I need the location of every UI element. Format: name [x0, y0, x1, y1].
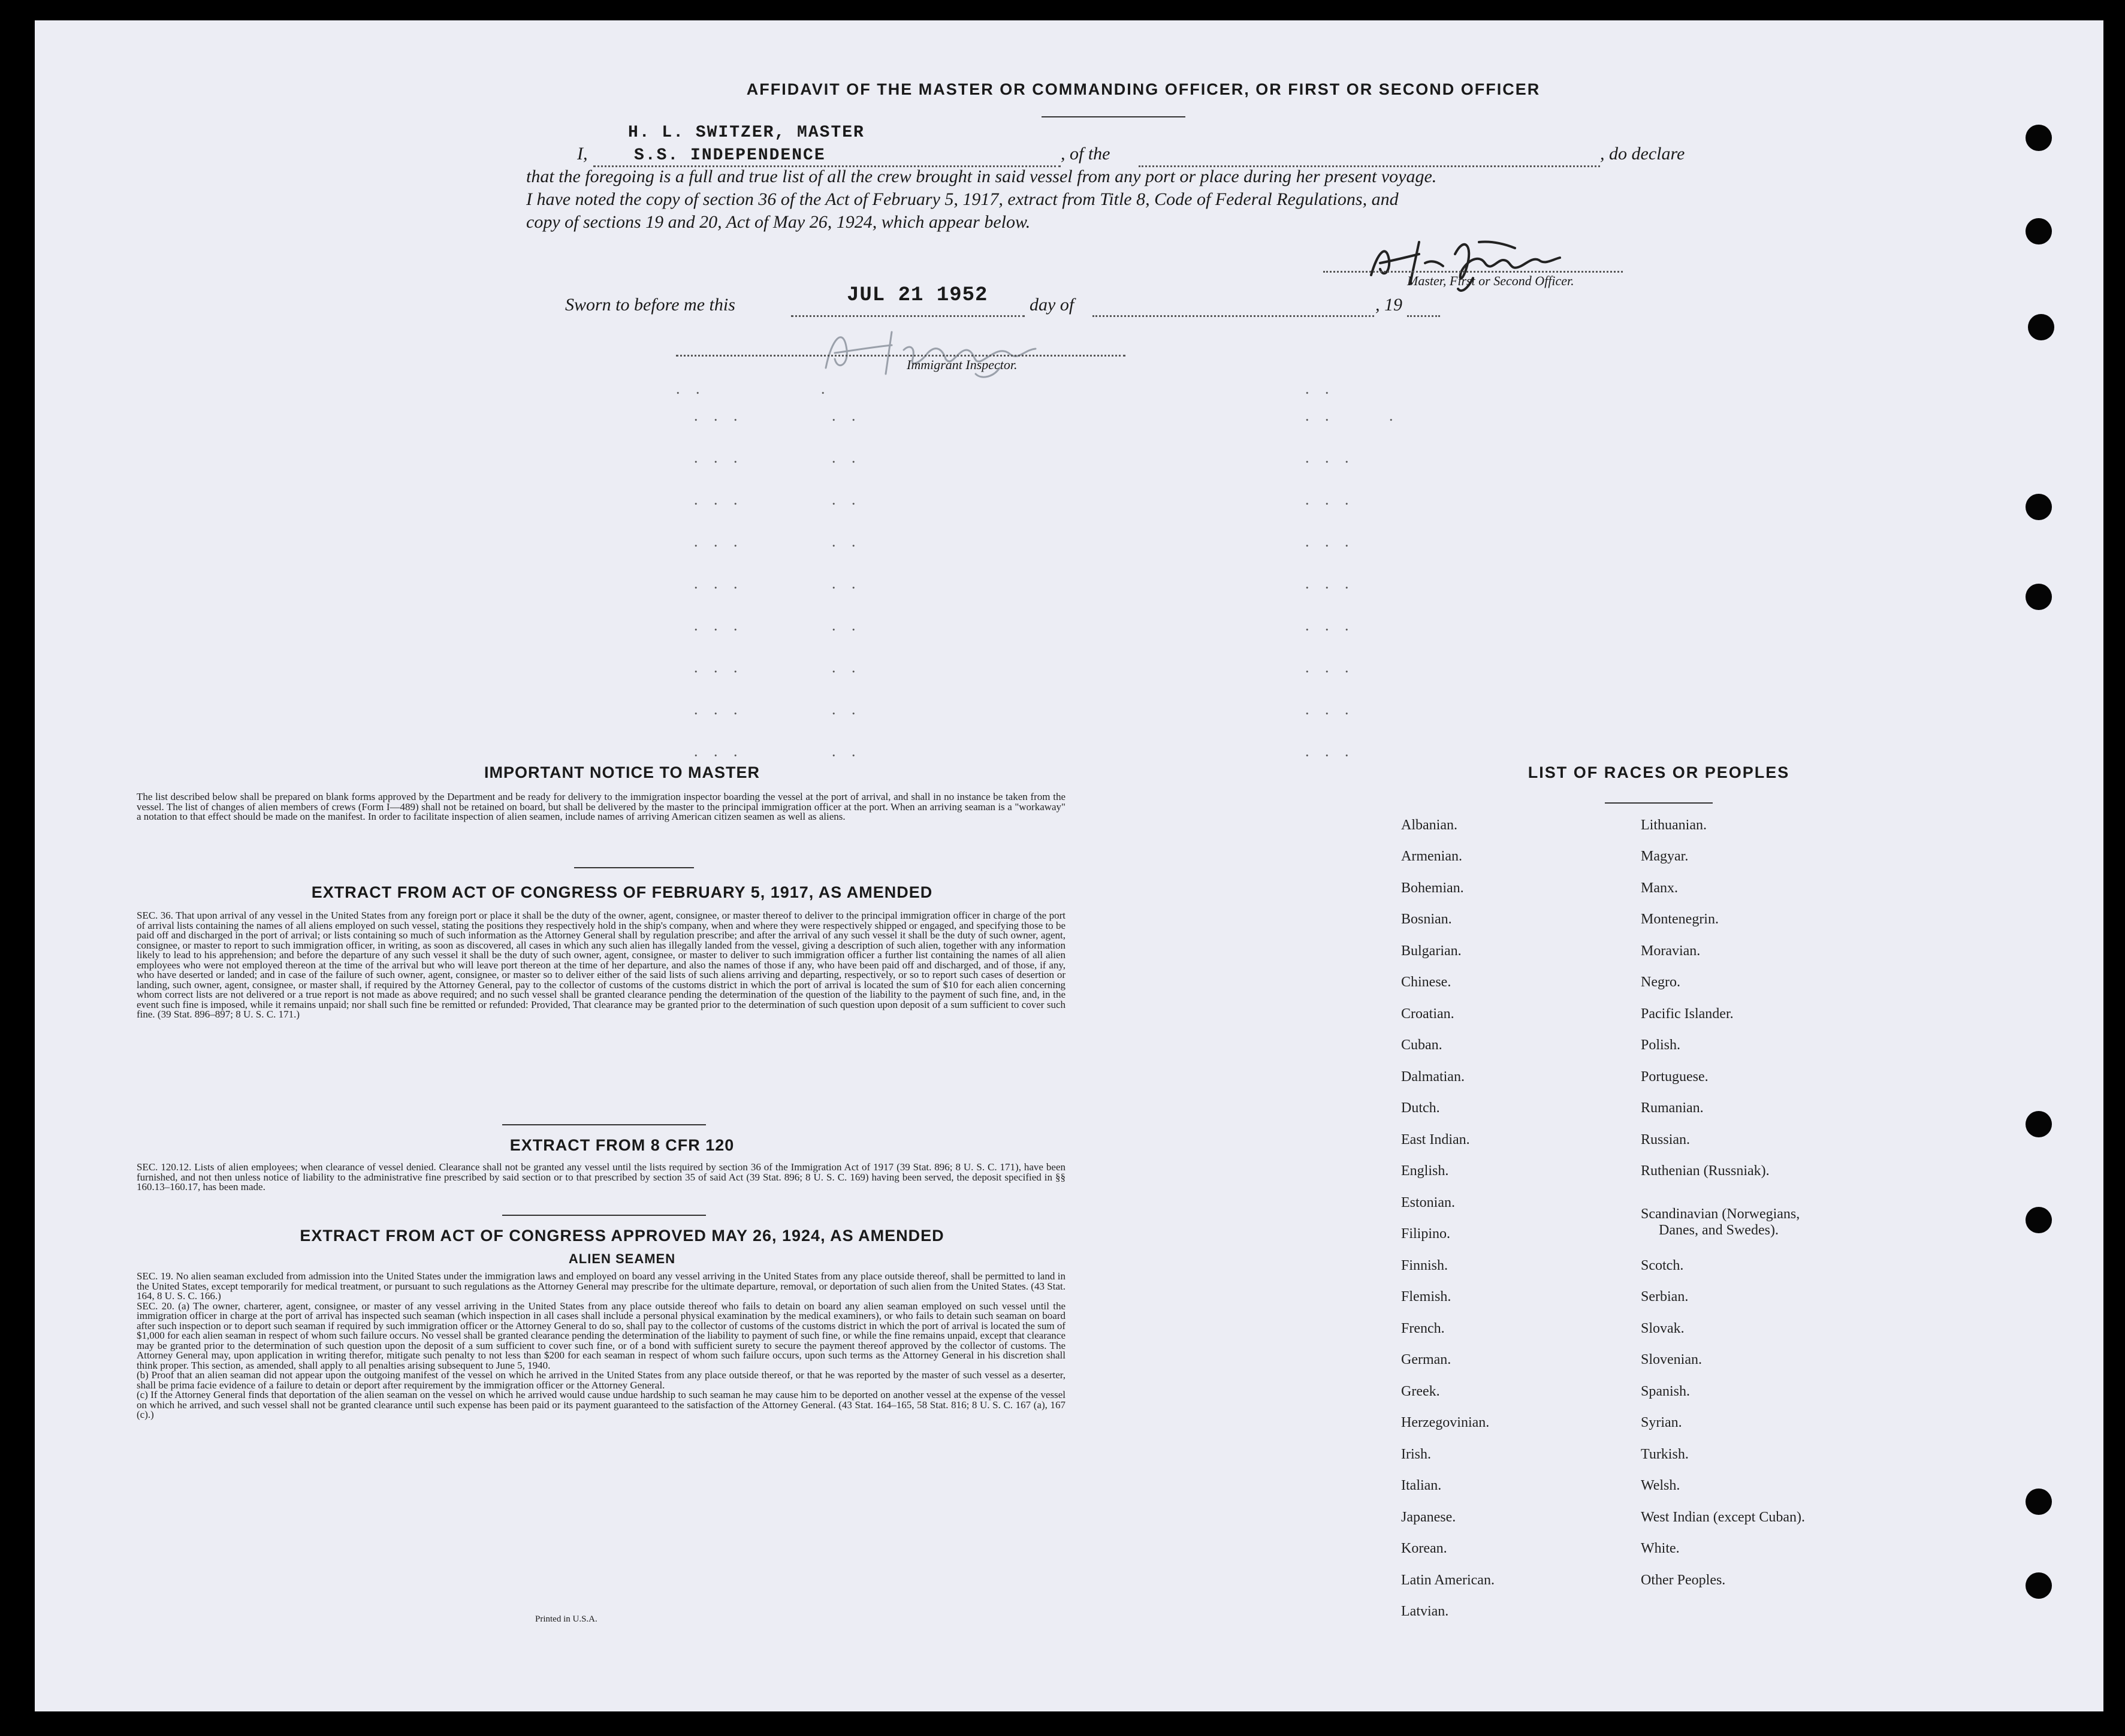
affidavit-line2: that the foregoing is a full and true list of all the crew brought in said vessel from any port or place during her present voyage.	[526, 167, 1437, 186]
binder-hole	[2026, 584, 2052, 610]
rule-marker: . .	[1305, 407, 1335, 424]
race-item: Russian.	[1641, 1132, 1691, 1148]
rule-marker: . .	[1305, 380, 1335, 397]
rule-marker: . . .	[1305, 659, 1355, 676]
sec-20b-text: (b) Proof that an alien seaman did not appear upon the outgoing manifest of the vessel on which he arrived in the United States from any place outside thereof, or that he was reported by the master of such vessel as a deserter, shall be prima facie evidence of a failure to detain or deport after requirement by the immigration officer or the Attorney General.	[137, 1369, 1065, 1391]
binder-hole	[2026, 1489, 2052, 1515]
extract-cfr-text: SEC. 120.12. Lists of alien employees; when clearance of vessel denied. Clearance shall not be granted any vessel until the lists required by section 36 of the Immigration Act of 1917 (39 Stat. 896; 8 U. S. C. 171), have been furnished, and not then unless notice of liability to the administrative fine prescribed by said section or to that prescribed by section 35 of said Act (39 Stat. 896; 8 U. S. C. 169) having been served, the deposit specified in §§ 160.13–160.17, has been made.	[137, 1161, 1065, 1192]
race-item: Welsh.	[1641, 1478, 1680, 1493]
race-item: English.	[1401, 1163, 1449, 1179]
race-item: Bulgarian.	[1401, 943, 1462, 959]
alien-seamen-heading: ALIEN SEAMEN	[568, 1251, 676, 1266]
rule-marker: . . .	[1305, 533, 1355, 550]
officer-dotted-line	[1323, 271, 1623, 273]
race-item: French.	[1401, 1321, 1445, 1336]
race-item: Spanish.	[1641, 1384, 1691, 1399]
rule-marker: . . .	[1305, 701, 1355, 718]
extract-1917-title: EXTRACT FROM ACT OF CONGRESS OF FEBRUARY 5, 1917, AS AMENDED	[311, 883, 933, 901]
rule-marker: . . .	[694, 701, 744, 718]
rule-marker: . .	[832, 449, 862, 466]
race-item: Portuguese.	[1641, 1069, 1709, 1085]
race-item: West Indian (except Cuban).	[1641, 1509, 1805, 1525]
rule-marker: . .	[832, 491, 862, 508]
typed-name: H. L. SWITZER, MASTER	[628, 123, 865, 142]
rule-marker: . .	[832, 575, 862, 592]
rule-marker: . .	[832, 701, 862, 718]
rule-marker: . .	[676, 380, 706, 397]
rule-marker: . . .	[694, 449, 744, 466]
inspector-dotted-line	[676, 355, 1125, 357]
binder-hole	[2026, 1572, 2052, 1599]
rule-marker: .	[1389, 407, 1399, 424]
master-signature	[1353, 218, 1605, 302]
rule-marker: . . .	[1305, 742, 1355, 760]
race-item: Serbian.	[1641, 1289, 1689, 1305]
rule-marker: . .	[832, 742, 862, 760]
race-item: Montenegrin.	[1641, 911, 1719, 927]
sec-19-text: SEC. 19. No alien seaman excluded from admission into the United States under the immigration laws and employed on board any vessel arriving in the United States from any place outside thereof, shall be permitted to land in the United States, except temporarily for medical treatment, or pursuant to such regulations as the Attorney General may prescribe for the ultimate departure, removal, or deportation of such alien from the United States. (43 Stat. 164, 8 U. S. C. 166.)	[137, 1270, 1065, 1302]
rule-marker: . . .	[1305, 491, 1355, 508]
race-item: Albanian.	[1401, 817, 1457, 833]
title-divider	[1042, 116, 1185, 117]
race-item: Armenian.	[1401, 849, 1462, 864]
binder-hole	[2026, 218, 2052, 244]
race-item: Manx.	[1641, 880, 1678, 896]
affidavit-line1-mid: , of the	[1061, 144, 1110, 164]
race-item: Scandinavian (Norwegians,	[1641, 1206, 1800, 1222]
affidavit-line4: copy of sections 19 and 20, Act of May 26, 1924, which appear below.	[526, 212, 1031, 232]
sworn-year-label: , 19	[1375, 295, 1402, 315]
extract-1917-text: SEC. 36. That upon arrival of any vessel in the United States from any foreign port or place it shall be the duty of the owner, agent, consignee, or master thereof to deliver to the principal immigration officer in charge of the port of arrival lists containing the names of all aliens employed on such vessel, stating the positions they respectively hold in the ship's company, when and where they were respectively shipped or engaged, and specifying those to be paid off and discharged in the port of arrival; or lists containing so much of such information as the Attorney General shall by regulation prescribe; and after the arrival of any such vessel it shall be the duty of such owner, agent, consignee, or master to report to such immigration officer, in writing, as soon as discovered, all cases in which any such alien has illegally landed from the vessel, giving a description of such alien, together with any information likely to lead to his apprehension; and before the departure of any such vessel it shall be the duty of such owner, agent, consignee, or master to deliver to such immigration officer a further list containing the names of all alien employees who were not employed thereon at the time of the arrival but who will leave port thereon at the time of her departure, and also the names of those if any, who have been paid off and discharged, and of those, if any, who have deserted or landed; and in case of the failure of such owner, agent, consignee, or master so to deliver either of the said lists of such aliens arriving and departing, respectively, or so to report such cases of desertion or landing, such owner, agent, consignee, or master shall, if required by the Attorney General, pay to the collector of customs of the customs district in which the port of arrival is located the sum of $10 for each alien concerning whom correct lists are not delivered or a true report is not made as above required; and no such vessel shall be granted clearance pending the determination of the question of the liability to the payment of such fine, and, in the event such fine is imposed, while it remains unpaid; nor shall such fine be remitted or refunded: Provided, That clearance may be granted prior to the determination of such question upon deposit of a sum sufficient to cover such fine. (39 Stat. 896–897; 8 U. S. C. 171.)	[137, 910, 1065, 1020]
race-item: Rumanian.	[1641, 1100, 1704, 1116]
race-item: Japanese.	[1401, 1509, 1456, 1525]
rule-marker: . . .	[694, 659, 744, 676]
notice-title: IMPORTANT NOTICE TO MASTER	[484, 763, 760, 781]
rule-marker: . . .	[1305, 617, 1355, 634]
binder-hole	[2026, 1111, 2052, 1137]
race-item: Ruthenian (Russniak).	[1641, 1163, 1770, 1179]
race-item: Latvian.	[1401, 1604, 1449, 1619]
rule-marker: . . .	[694, 617, 744, 634]
race-item: Chinese.	[1401, 974, 1451, 990]
rule-marker: . . .	[694, 742, 744, 760]
rule-marker: . . .	[1305, 449, 1355, 466]
race-item: Other Peoples.	[1641, 1572, 1726, 1588]
rule-marker: . .	[832, 407, 862, 424]
races-divider	[1605, 802, 1713, 804]
rule-marker: .	[821, 380, 831, 397]
race-item: Italian.	[1401, 1478, 1442, 1493]
race-item: Turkish.	[1641, 1447, 1689, 1462]
binder-hole	[2026, 494, 2052, 520]
binder-hole	[2026, 1207, 2052, 1233]
notice-text: The list described below shall be prepared on blank forms approved by the Department and be ready for delivery to the immigration inspector boarding the vessel at the port of arrival, and shall in no instance be taken from the vessel. The list of changes of alien members of crews (Form I—489) shall not be retained on board, but shall be delivered by the master to the principal immigration officer at the port. When an arriving seaman is a "workaway" a notation to that effect should be made on the manifest. In order to facilitate inspection of alien seamen, include names of arriving American citizen seamen as well as aliens.	[137, 791, 1065, 822]
race-item: Moravian.	[1641, 943, 1701, 959]
race-item: Korean.	[1401, 1541, 1447, 1556]
race-item: Magyar.	[1641, 849, 1689, 864]
sec-20a-text: SEC. 20. (a) The owner, charterer, agent, consignee, or master of any vessel arriving in the United States from any place outside thereof who fails to detain on board any alien seaman employed on such vessel until the immigration officer in charge at the port of arrival has inspected such seaman (which inspection in all cases shall include a personal physical examination by the medical examiners), or who fails to detain such seaman on board after such inspection or to deport such seaman if required by such immigration officer or the Attorney General to do so, shall pay to the collector of customs of the customs district in which the port of arrival is located the sum of $1,000 for each alien seaman in respect of whom such failure occurs. No vessel shall be granted clearance pending the determination of the liability to payment of such fine, or while the fine remains unpaid, except that clearance may be granted prior to the determination of such question upon the deposit of a sum sufficient to cover such fine, or of a bond with sufficient surety to secure the payment thereof approved by the collector of customs. The Attorney General may, upon application in writing therefor, mitigate such penalty to not less than $200 for each seaman in respect of whom such failure occurs, upon such terms as the Attorney General in his discretion shall think proper. This section, as amended, shall apply to all penalties arising subsequent to June 5, 1940.	[137, 1300, 1065, 1371]
rule-marker: . . .	[694, 533, 744, 550]
race-item: Finnish.	[1401, 1258, 1448, 1273]
race-item: White.	[1641, 1541, 1680, 1556]
race-item: Filipino.	[1401, 1226, 1451, 1242]
extract-1924-title: EXTRACT FROM ACT OF CONGRESS APPROVED MAY 26, 1924, AS AMENDED	[300, 1227, 944, 1245]
rule-marker: . . .	[1305, 575, 1355, 592]
manifest-page	[35, 20, 2103, 1711]
race-item: Lithuanian.	[1641, 817, 1707, 833]
race-item: Pacific Islander.	[1641, 1006, 1734, 1022]
race-item: Syrian.	[1641, 1415, 1682, 1430]
printed-in-usa: Printed in U.S.A.	[535, 1614, 597, 1624]
race-item: Greek.	[1401, 1384, 1440, 1399]
affidavit-title: AFFIDAVIT OF THE MASTER OR COMMANDING OFFICER, OR FIRST OR SECOND OFFICER	[746, 80, 1541, 98]
sworn-month-dotted-line	[1092, 315, 1374, 317]
affidavit-line1-prefix: I,	[577, 144, 588, 164]
race-item: Slovenian.	[1641, 1352, 1702, 1367]
extract-cfr-title: EXTRACT FROM 8 CFR 120	[509, 1136, 735, 1154]
extract-1924-text	[137, 1272, 1065, 1420]
rule-marker: . .	[832, 617, 862, 634]
race-item: Herzegovinian.	[1401, 1415, 1490, 1430]
race-item: Polish.	[1641, 1037, 1681, 1053]
rule-marker: . . .	[694, 575, 744, 592]
race-item: Dutch.	[1401, 1100, 1440, 1116]
extract-1917-divider	[502, 1124, 706, 1125]
binder-hole	[2028, 314, 2054, 340]
races-title: LIST OF RACES OR PEOPLES	[1528, 763, 1790, 781]
binder-hole	[2026, 125, 2052, 151]
race-item: Estonian.	[1401, 1195, 1455, 1210]
rule-marker: . .	[832, 659, 862, 676]
race-item: East Indian.	[1401, 1132, 1470, 1148]
inspector-label: Immigrant Inspector.	[907, 357, 1018, 372]
rule-marker: . . .	[694, 407, 744, 424]
race-item: Cuban.	[1401, 1037, 1442, 1053]
race-item: Scotch.	[1641, 1258, 1684, 1273]
date-stamp: JUL 21 1952	[847, 284, 988, 307]
sworn-year-dotted-line	[1407, 315, 1440, 317]
rule-marker: . .	[832, 533, 862, 550]
typed-vessel: S.S. INDEPENDENCE	[634, 146, 826, 165]
race-item: Slovak.	[1641, 1321, 1685, 1336]
sworn-day-label: day of	[1030, 295, 1074, 315]
rule-marker: . . .	[694, 491, 744, 508]
sworn-prefix: Sworn to before me this	[565, 295, 735, 315]
notice-divider	[574, 867, 694, 868]
sec-20c-text: (c) If the Attorney General finds that deportation of the alien seaman on the vessel on which he arrived would cause undue hardship to such seaman he may cause him to be deported on another vessel at the expense of the vessel on which he arrived, and such vessel shall not be granted clearance until such expense has been paid or its payment guaranteed to the satisfaction of the Attorney General. (43 Stat. 164–165, 58 Stat. 816; 8 U. S. C. 167 (a), 167 (c).)	[137, 1389, 1065, 1420]
extract-cfr-divider	[502, 1215, 706, 1216]
affidavit-line3: I have noted the copy of section 36 of the Act of February 5, 1917, extract from Title 8, Code of Federal Regulations, and	[526, 189, 1399, 209]
race-item: Negro.	[1641, 974, 1680, 990]
race-item: Latin American.	[1401, 1572, 1495, 1588]
race-item: Irish.	[1401, 1447, 1431, 1462]
affidavit-line1-end: , do declare	[1600, 144, 1685, 164]
race-item: Bohemian.	[1401, 880, 1464, 896]
inspector-signature	[802, 314, 1077, 386]
race-item: Danes, and Swedes).	[1659, 1222, 1779, 1238]
race-item: Croatian.	[1401, 1006, 1454, 1022]
officer-label: Master, First or Second Officer.	[1407, 273, 1574, 288]
race-item: Bosnian.	[1401, 911, 1452, 927]
race-item: German.	[1401, 1352, 1451, 1367]
race-item: Flemish.	[1401, 1289, 1451, 1305]
race-item: Dalmatian.	[1401, 1069, 1465, 1085]
